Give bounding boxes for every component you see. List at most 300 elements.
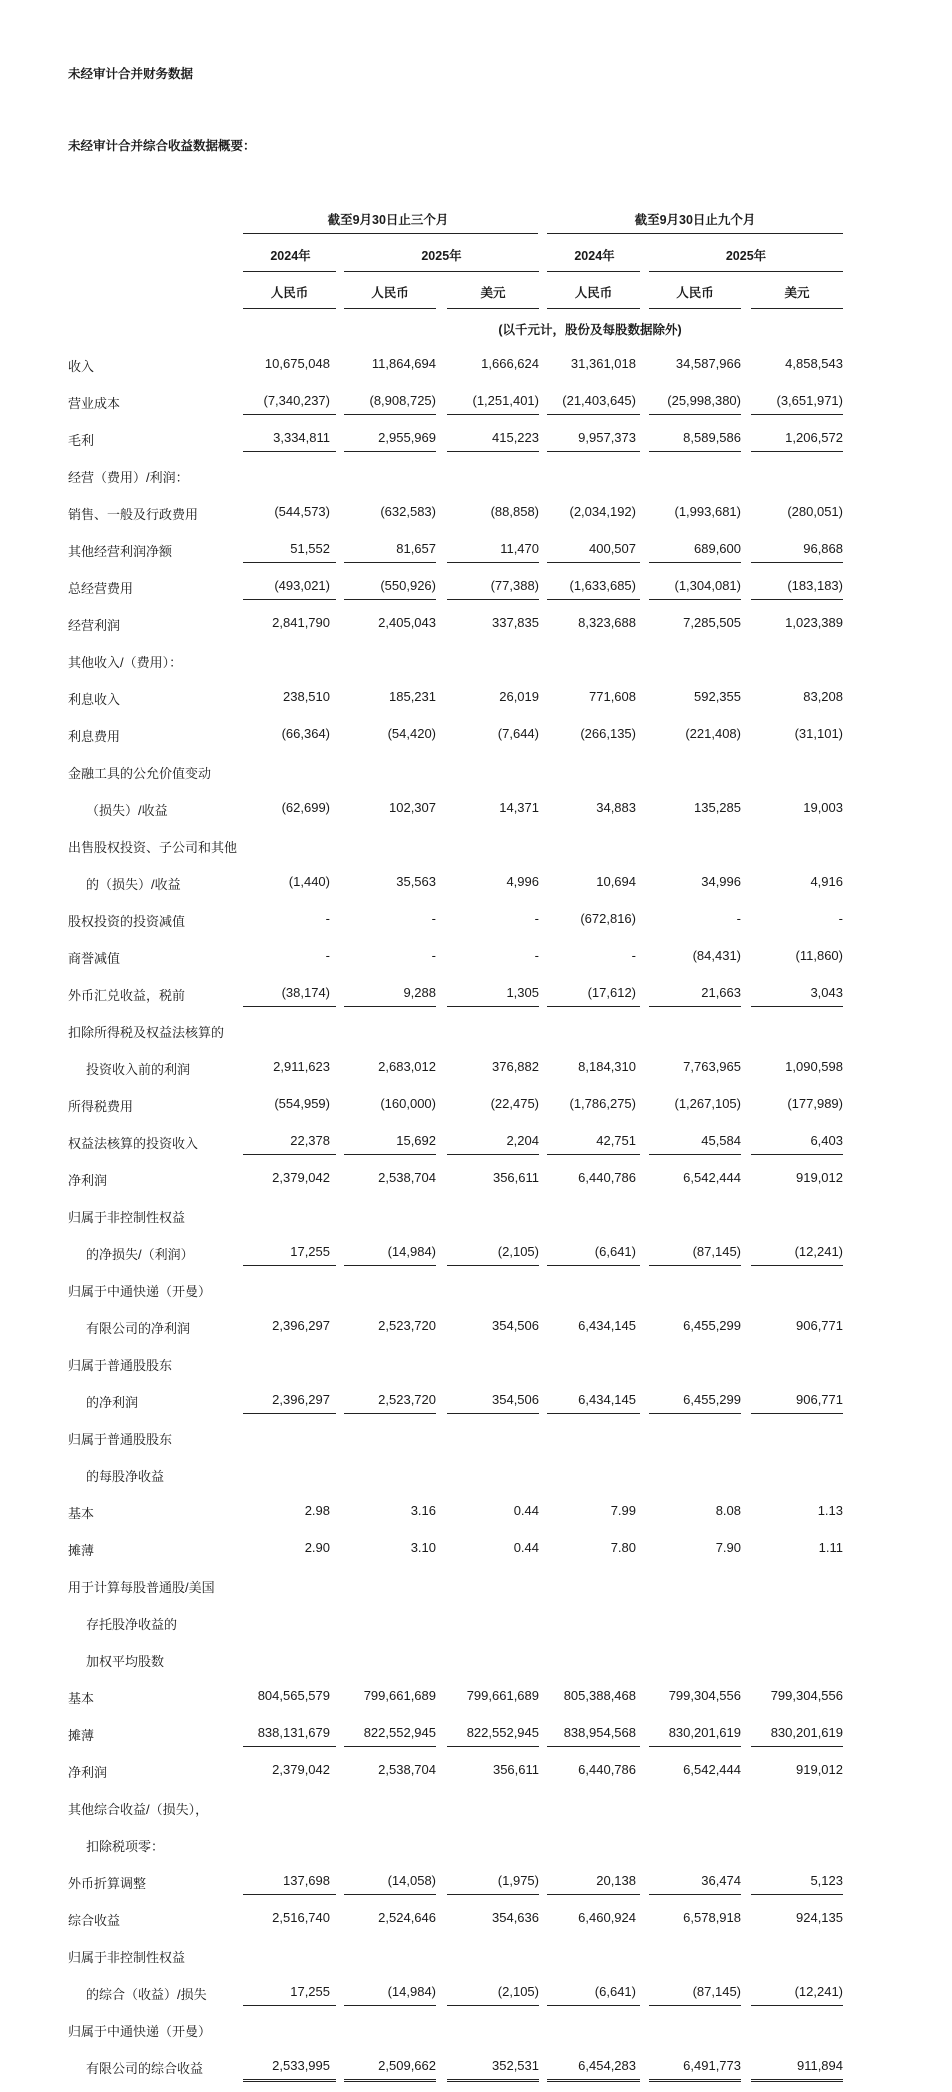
row-label: 所得税费用 [68,1099,134,1114]
unit-note: (以千元计，股份及每股数据除外) [498,323,682,337]
cell-value: 7.99 [610,1503,636,1518]
cell-value: 2,405,043 [378,615,436,630]
row-label: 外币汇兑收益，税前 [68,988,186,1003]
subtotal-underline [243,1746,336,1747]
table-row [0,541,952,561]
row-label: 的综合（收益）/损失 [86,1987,207,2002]
row-label: 归属于非控制性权益 [68,1950,186,1965]
cell-value: (21,403,645) [562,393,636,408]
cell-value: 2,379,042 [272,1170,330,1185]
cell-value: 3.10 [410,1540,436,1555]
cell-value: (54,420) [387,726,436,741]
row-label: （损失）/收益 [86,803,168,818]
subtotal-underline [447,1265,539,1266]
cell-value: 26,019 [499,689,539,704]
cell-value: (1,251,401) [472,393,539,408]
section-subtitle: 未经审计合并综合收益数据概要： [68,139,256,153]
cell-value: 376,882 [492,1059,539,1074]
subtotal-underline [649,451,741,452]
subtotal-underline [649,562,741,563]
cell-value: 7,285,505 [683,615,741,630]
cell-value: 689,600 [694,541,741,556]
table-row [0,1688,952,1708]
cell-value: 919,012 [796,1762,843,1777]
cell-value: (2,105) [497,1984,539,1999]
cell-value: 6,454,283 [578,2058,636,2073]
table-row [0,1836,952,1856]
row-label: 有限公司的净利润 [86,1321,191,1336]
row-label: 收入 [68,359,95,374]
cell-value: 2,524,646 [378,1910,436,1925]
subtotal-underline [547,1894,640,1895]
cell-value: 8.08 [715,1503,741,1518]
cell-value: 9,288 [403,985,436,1000]
cell-value: 354,506 [492,1318,539,1333]
currency-header: 美元 [784,286,810,300]
subtotal-underline [344,1413,436,1414]
cell-value: 9,957,373 [578,430,636,445]
subtotal-underline [751,2005,843,2006]
row-label: 扣除税项零： [86,1839,165,1854]
cell-value: (160,000) [380,1096,436,1111]
subtotal-underline [243,1413,336,1414]
year-header: 2024年 [270,249,311,263]
subtotal-underline [344,1154,436,1155]
cell-value: 6,578,918 [683,1910,741,1925]
total-double-underline [649,2079,741,2082]
subtotal-underline [447,1006,539,1007]
cell-value: 356,611 [492,1170,539,1185]
currency-header: 人民币 [676,286,714,300]
cell-value: (14,984) [387,1244,436,1259]
table-row [0,1873,952,1893]
cell-value: - [534,911,539,926]
subtotal-underline [344,1265,436,1266]
table-row [0,356,952,376]
cell-value: 21,663 [701,985,741,1000]
cell-value: (280,051) [787,504,843,519]
table-row [0,393,952,413]
cell-value: (221,408) [685,726,741,741]
cell-value: - [631,948,636,963]
cell-value: (87,145) [692,1244,741,1259]
cell-value: 6,403 [810,1133,843,1148]
subtotal-underline [649,2005,741,2006]
cell-value: 799,304,556 [770,1688,843,1703]
subtotal-underline [547,1154,640,1155]
cell-value: 14,371 [499,800,539,815]
cell-value: (6,641) [594,1244,636,1259]
cell-value: 911,894 [796,2058,843,2073]
group-underline-three-months [243,233,538,234]
cell-value: - [736,911,741,926]
subtotal-underline [649,1154,741,1155]
subtotal-underline [447,1154,539,1155]
table-row [0,504,952,524]
cell-value: 96,868 [803,541,843,556]
row-label: 归属于中通快递（开曼） [68,1284,212,1299]
table-row [0,1281,952,1301]
cell-value: 4,916 [810,874,843,889]
table-row [0,430,952,450]
row-label: 基本 [68,1691,95,1706]
row-label: 归属于中通快递（开曼） [68,2024,212,2039]
subtotal-underline [243,599,336,600]
cell-value: (550,926) [380,578,436,593]
cell-value: (11,860) [795,948,843,963]
currency-underline [751,308,843,309]
total-double-underline [751,2079,843,2082]
subtotal-underline [243,414,336,415]
table-row [0,1725,952,1745]
cell-value: 19,003 [803,800,843,815]
subtotal-underline [751,414,843,415]
subtotal-underline [547,2005,640,2006]
subtotal-underline [649,599,741,600]
subtotal-underline [243,1894,336,1895]
cell-value: 51,552 [290,541,330,556]
cell-value: (1,975) [497,1873,539,1888]
row-label: 经营（费用）/利润： [68,470,189,485]
cell-value: (2,105) [497,1244,539,1259]
row-label: 利息费用 [68,729,121,744]
cell-value: 799,661,689 [363,1688,436,1703]
row-label: 总经营费用 [68,581,134,596]
currency-underline [547,308,640,309]
cell-value: (25,998,380) [667,393,741,408]
cell-value: (544,573) [274,504,330,519]
table-row [0,1947,952,1967]
cell-value: (1,440) [288,874,330,889]
subtotal-underline [547,599,640,600]
cell-value: 2,538,704 [378,1170,436,1185]
subtotal-underline [751,1894,843,1895]
subtotal-underline [751,599,843,600]
cell-value: 10,694 [596,874,636,889]
row-label: 的净损失/（利润） [86,1247,194,1262]
cell-value: 6,455,299 [683,1318,741,1333]
cell-value: 1,206,572 [785,430,843,445]
subtotal-underline [751,451,843,452]
cell-value: (62,699) [281,800,330,815]
cell-value: (31,101) [794,726,843,741]
currency-header: 人民币 [574,286,613,300]
cell-value: 1,666,624 [481,356,539,371]
cell-value: 6,434,145 [578,1318,636,1333]
cell-value: (183,183) [787,578,843,593]
table-row [0,874,952,894]
cell-value: 8,184,310 [578,1059,636,1074]
subtotal-underline [649,1746,741,1747]
cell-value: 3,043 [810,985,843,1000]
cell-value: 81,657 [396,541,436,556]
cell-value: 31,361,018 [570,356,636,371]
row-label: 权益法核算的投资收入 [68,1136,199,1151]
cell-value: 906,771 [796,1318,843,1333]
cell-value: (14,058) [387,1873,436,1888]
table-row [0,1651,952,1671]
table-row [0,1355,952,1375]
cell-value: 400,507 [589,541,636,556]
cell-value: - [325,911,330,926]
cell-value: (17,612) [587,985,636,1000]
cell-value: 3,334,811 [273,430,330,445]
row-label: 经营利润 [68,618,121,633]
total-double-underline [547,2079,640,2082]
row-label: 金融工具的公允价值变动 [68,766,212,781]
cell-value: 0.44 [513,1503,539,1518]
document-title: 未经审计合并财务数据 [68,67,194,81]
cell-value: (177,989) [787,1096,843,1111]
cell-value: 415,223 [492,430,539,445]
cell-value: 34,883 [596,800,636,815]
cell-value: 2,523,720 [378,1318,436,1333]
cell-value: 6,440,786 [578,1762,636,1777]
cell-value: 2,683,012 [378,1059,436,1074]
cell-value: 771,608 [589,689,636,704]
table-row [0,948,952,968]
cell-value: 2.90 [304,1540,330,1555]
cell-value: (7,340,237) [263,393,330,408]
subtotal-underline [447,414,539,415]
cell-value: 1.13 [817,1503,843,1518]
row-label: 扣除所得税及权益法核算的 [68,1025,225,1040]
cell-value: 6,440,786 [578,1170,636,1185]
cell-value: (1,633,685) [569,578,636,593]
table-row [0,1577,952,1597]
table-row [0,837,952,857]
cell-value: 6,542,444 [683,1170,741,1185]
currency-underline [243,308,336,309]
row-label: 外币折算调整 [68,1876,147,1891]
cell-value: (2,034,192) [569,504,636,519]
subtotal-underline [243,1154,336,1155]
group-header-three-months: 截至9月30日止三个月 [327,213,449,227]
cell-value: (66,364) [281,726,330,741]
subtotal-underline [751,1154,843,1155]
cell-value: 352,531 [492,2058,539,2073]
row-label: 营业成本 [68,396,121,411]
table-row [0,1762,952,1782]
total-double-underline [447,2079,539,2082]
cell-value: 6,460,924 [578,1910,636,1925]
cell-value: 4,996 [506,874,539,889]
cell-value: 8,589,586 [683,430,741,445]
subtotal-underline [243,1265,336,1266]
table-row [0,578,952,598]
cell-value: (8,908,725) [369,393,436,408]
subtotal-underline [447,2005,539,2006]
year-underline [344,271,539,272]
table-row [0,1799,952,1819]
currency-header: 人民币 [371,286,409,300]
subtotal-underline [344,451,436,452]
subtotal-underline [344,562,436,563]
cell-value: - [838,911,843,926]
cell-value: 2,538,704 [378,1762,436,1777]
table-row [0,1133,952,1153]
cell-value: 1,090,598 [785,1059,843,1074]
year-header: 2025年 [421,249,462,263]
subtotal-underline [649,414,741,415]
cell-value: 2,955,969 [378,430,436,445]
cell-value: (672,816) [580,911,636,926]
subtotal-underline [547,1006,640,1007]
table-row [0,689,952,709]
table-row [0,1022,952,1042]
cell-value: 2,841,790 [272,615,330,630]
cell-value: 919,012 [796,1170,843,1185]
year-underline [243,271,336,272]
subtotal-underline [447,1746,539,1747]
subtotal-underline [547,1746,640,1747]
subtotal-underline [344,1746,436,1747]
table-row [0,985,952,1005]
table-row [0,1984,952,2004]
cell-value: (14,984) [387,1984,436,1999]
cell-value: (1,993,681) [674,504,741,519]
cell-value: (1,267,105) [674,1096,741,1111]
year-header: 2024年 [574,249,615,263]
currency-underline [649,308,741,309]
subtotal-underline [649,1265,741,1266]
cell-value: 135,285 [694,800,741,815]
row-label: 的（损失）/收益 [86,877,181,892]
subtotal-underline [751,1265,843,1266]
subtotal-underline [447,599,539,600]
cell-value: 822,552,945 [363,1725,436,1740]
subtotal-underline [751,562,843,563]
cell-value: 2,516,740 [272,1910,330,1925]
table-row [0,911,952,931]
cell-value: 15,692 [396,1133,436,1148]
group-underline-nine-months [547,233,843,234]
row-label: 股权投资的投资减值 [68,914,186,929]
cell-value: 20,138 [596,1873,636,1888]
table-row [0,2021,952,2041]
cell-value: 6,455,299 [683,1392,741,1407]
subtotal-underline [344,1894,436,1895]
cell-value: 6,434,145 [578,1392,636,1407]
subtotal-underline [243,562,336,563]
cell-value: 17,255 [290,1244,330,1259]
table-row [0,1244,952,1264]
row-label: 有限公司的综合收益 [86,2061,204,2076]
cell-value: 7,763,965 [683,1059,741,1074]
cell-value: 42,751 [596,1133,636,1148]
table-row [0,1318,952,1338]
row-label: 投资收入前的利润 [86,1062,191,1077]
year-header: 2025年 [725,249,767,263]
cell-value: 838,954,568 [563,1725,636,1740]
row-label: 毛利 [68,433,95,448]
cell-value: 11,470 [500,541,539,556]
subtotal-underline [547,1265,640,1266]
subtotal-underline [243,2005,336,2006]
cell-value: (1,304,081) [674,578,741,593]
cell-value: 906,771 [796,1392,843,1407]
subtotal-underline [547,414,640,415]
cell-value: (554,959) [274,1096,330,1111]
row-label: 净利润 [68,1765,108,1780]
cell-value: 4,858,543 [785,356,843,371]
cell-value: 102,307 [389,800,436,815]
cell-value: 34,587,966 [675,356,741,371]
cell-value: (632,583) [380,504,436,519]
cell-value: (6,641) [594,1984,636,1999]
cell-value: 11,864,694 [371,356,436,371]
row-label: 净利润 [68,1173,108,1188]
row-label: 摊薄 [68,1543,95,1558]
cell-value: (493,021) [274,578,330,593]
cell-value: 22,378 [290,1133,330,1148]
table-row [0,652,952,672]
subtotal-underline [344,2005,436,2006]
cell-value: 2,379,042 [272,1762,330,1777]
subtotal-underline [447,1894,539,1895]
subtotal-underline [649,1413,741,1414]
table-row [0,1466,952,1486]
table-row [0,1207,952,1227]
subtotal-underline [447,562,539,563]
cell-value: (84,431) [692,948,741,963]
row-label: 存托股净收益的 [86,1617,178,1632]
cell-value: 799,661,689 [466,1688,539,1703]
table-row [0,467,952,487]
cell-value: 838,131,679 [257,1725,330,1740]
cell-value: 7.90 [715,1540,741,1555]
row-label: 其他收入/（费用）： [68,655,183,670]
table-row [0,1170,952,1190]
cell-value: (88,858) [490,504,539,519]
cell-value: 924,135 [796,1910,843,1925]
cell-value: 830,201,619 [770,1725,843,1740]
cell-value: (12,241) [794,1244,843,1259]
cell-value: 83,208 [803,689,843,704]
cell-value: 6,542,444 [683,1762,741,1777]
row-label: 商誉减值 [68,951,121,966]
subtotal-underline [344,1006,436,1007]
cell-value: 2,523,720 [378,1392,436,1407]
cell-value: 354,636 [492,1910,539,1925]
cell-value: 238,510 [283,689,330,704]
table-row [0,726,952,746]
cell-value: 137,698 [283,1873,330,1888]
row-label: 其他综合收益/（损失）， [68,1802,209,1817]
row-label: 的净利润 [86,1395,139,1410]
cell-value: 17,255 [290,1984,330,1999]
row-label: 摊薄 [68,1728,95,1743]
row-label: 出售股权投资、子公司和其他 [68,840,238,855]
cell-value: 356,611 [492,1762,539,1777]
table-row [0,1059,952,1079]
row-label: 归属于普通股股东 [68,1358,173,1373]
cell-value: 337,835 [492,615,539,630]
row-label: 加权平均股数 [86,1654,165,1669]
cell-value: 185,231 [389,689,436,704]
cell-value: 592,355 [694,689,741,704]
cell-value: 35,563 [396,874,436,889]
cell-value: 5,123 [810,1873,843,1888]
row-label: 用于计算每股普通股/美国 [68,1580,215,1595]
cell-value: 2,911,623 [273,1059,330,1074]
cell-value: (12,241) [794,1984,843,1999]
cell-value: (7,644) [497,726,539,741]
table-row [0,763,952,783]
subtotal-underline [547,1413,640,1414]
subtotal-underline [649,1006,741,1007]
total-double-underline [243,2079,336,2082]
